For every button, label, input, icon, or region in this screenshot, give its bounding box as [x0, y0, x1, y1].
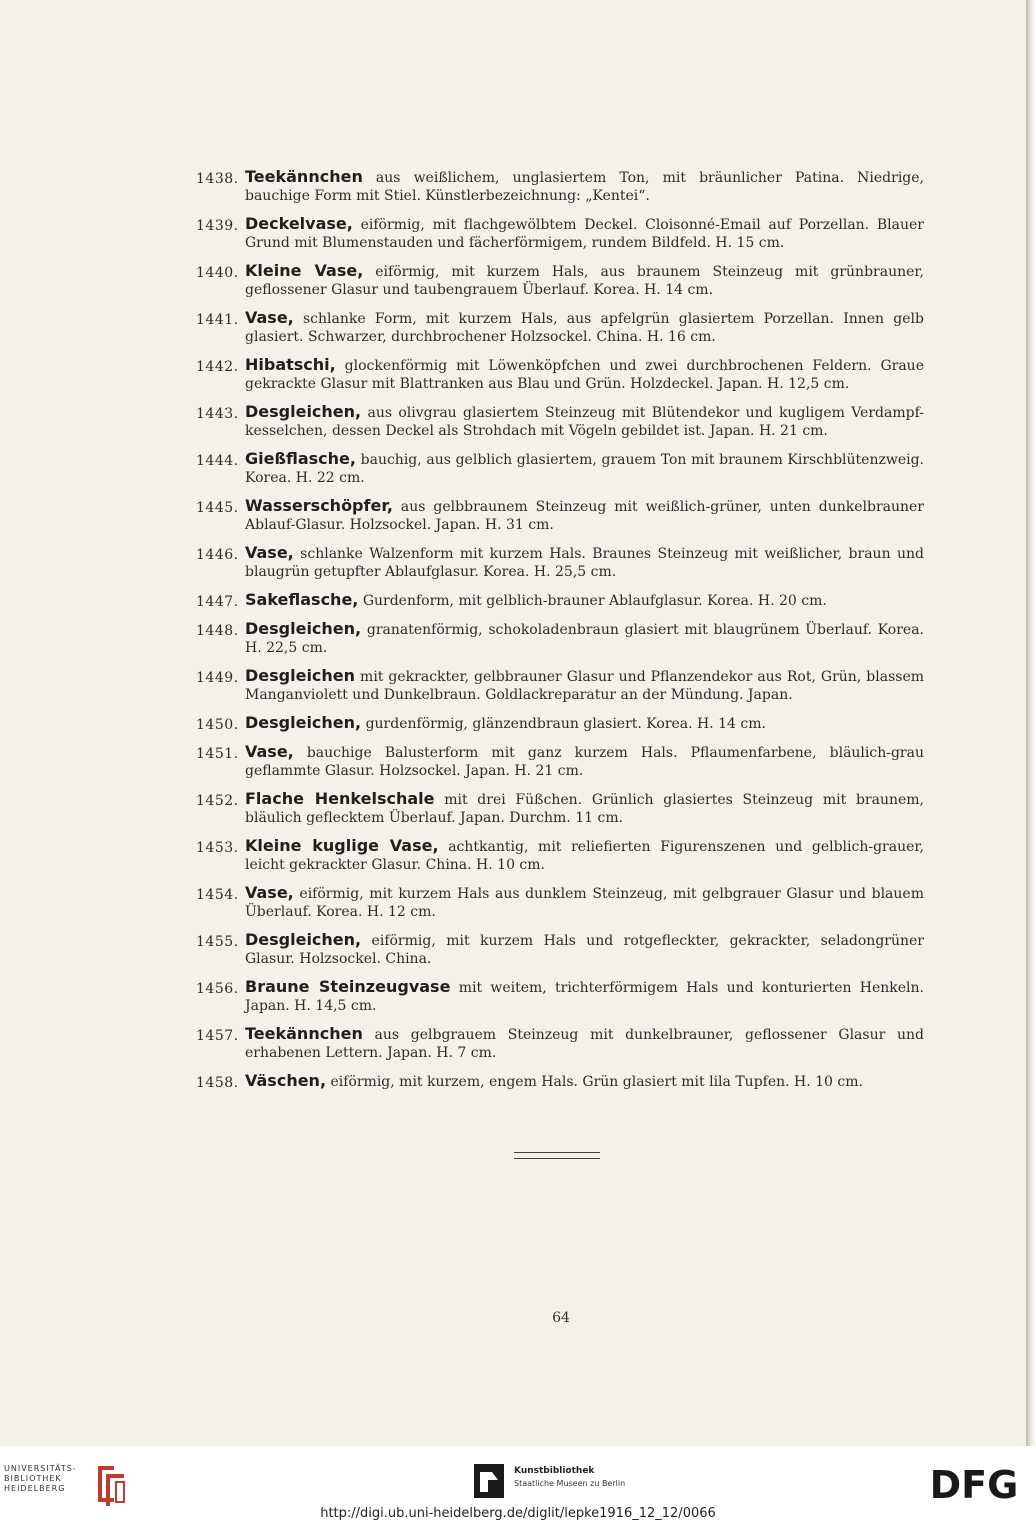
entry-description: granatenförmig, schokoladenbraun glasiert mit blaugrünem Überlauf. Korea. H. 22,5 cm.: [245, 622, 924, 656]
entry-title: Desgleichen: [245, 666, 356, 685]
entry-number: 1444.: [196, 453, 239, 469]
entry-title: Deckelvase,: [245, 214, 353, 233]
kunstbibliothek-mark-icon: [474, 1464, 504, 1498]
entry-title: Desgleichen,: [245, 713, 362, 732]
entry-title: Flache Henkelschale: [245, 789, 435, 808]
entry-title: Desgleichen,: [245, 619, 362, 638]
kunstbibliothek-subtitle: Staatliche Museen zu Berlin: [514, 1479, 626, 1488]
entry-description: eiförmig, mit kurzem Hals aus dunklem Steinzeug, mit gelbgrauer Glasur und blauem Überlauf. Korea. H. 12 cm.: [245, 886, 924, 920]
entry-number: 1448.: [196, 623, 239, 639]
entry-number: 1440.: [196, 265, 239, 281]
entry-description: bauchige Balusterform mit ganz kurzem Hals. Pflaumenfarbene, bläulich-grau geflammte Glasur. Holzsockel. Japan. H. 21 cm.: [245, 745, 924, 779]
entry-title: Desgleichen,: [245, 402, 362, 421]
entry-number: 1441.: [196, 312, 239, 328]
entry-description: eiförmig, mit flachgewölbtem Deckel. Cloisonné-Email auf Porzellan. Blauer Grund mit Blumenstauden und fächerförmigem, rundem Bildfeld. H. 15 cm.: [245, 217, 924, 251]
entry-title: Teekännchen: [245, 1024, 363, 1043]
entry-description: aus gelbgrauem Steinzeug mit dunkelbrauner, geflossener Glasur und erhabenen Lettern. Japan. H. 7 cm.: [245, 1027, 924, 1061]
catalog-entry: [196, 714, 924, 733]
entry-description: eiförmig, mit kurzem Hals und rotgefleckter, gekrackter, seladongrüner Glasur. Holzsockel. China.: [245, 933, 924, 967]
entry-number: 1442.: [196, 359, 239, 375]
entry-title: Sakeflasche,: [245, 590, 359, 609]
entry-number: 1458.: [196, 1075, 239, 1091]
entry-number: 1439.: [196, 218, 239, 234]
entry-number: 1452.: [196, 793, 239, 809]
ub-logo-line: HEIDELBERG: [4, 1484, 66, 1493]
entry-title: Vase,: [245, 883, 294, 902]
catalog-entry: [196, 884, 924, 921]
entry-title: Braune Steinzeugvase: [245, 977, 451, 996]
entry-description: aus gelbbraunem Steinzeug mit weißlich-grüner, unten dunkelbrauner Ablauf-Glasur. Holzsockel. Japan. H. 31 cm.: [245, 499, 924, 533]
catalog-entry: [196, 403, 924, 440]
ub-logo-line: UNIVERSITÄTS-: [4, 1464, 77, 1473]
entry-number: 1455.: [196, 934, 239, 950]
catalog-entry: [196, 837, 924, 874]
entry-title: Teekännchen: [245, 167, 363, 186]
entry-number: 1453.: [196, 840, 239, 856]
ub-logo-line: BIBLIOTHEK: [4, 1474, 62, 1483]
dfg-logo-text: DFG: [929, 1464, 1019, 1504]
entry-title: Vase,: [245, 308, 294, 327]
entry-description: schlanke Form, mit kurzem Hals, aus apfelgrün glasiertem Porzellan. Innen gelb glasiert. Schwarzer, durchbrochener Holzsockel. China. H. 16 cm.: [245, 311, 924, 345]
entry-description: gurdenförmig, glänzendbraun glasiert. Korea. H. 14 cm.: [361, 716, 766, 732]
entry-title: Vase,: [245, 543, 294, 562]
entry-number: 1446.: [196, 547, 239, 563]
footer-bar: [0, 1446, 1036, 1524]
catalog-entry: [196, 931, 924, 968]
catalog-entry: [196, 262, 924, 299]
entry-description: eiförmig, mit kurzem, engem Hals. Grün glasiert mit lila Tupfen. H. 10 cm.: [326, 1074, 863, 1090]
entry-number: 1456.: [196, 981, 239, 997]
entry-description: aus weißlichem, unglasiertem Ton, mit bräunlicher Patina. Niedrige, bauchige Form mit Stiel. Künstlerbezeichnung: „Kentei“.: [245, 170, 924, 204]
catalog-entry: [196, 978, 924, 1015]
catalog-entry: [196, 544, 924, 581]
ub-mark-icon: [94, 1462, 128, 1506]
page-edge-shadow: [1026, 0, 1036, 1446]
catalog-entry: [196, 309, 924, 346]
catalog-entry: [196, 790, 924, 827]
catalog-entries: [196, 168, 924, 1101]
entry-description: Gurdenform, mit gelblich-brauner Ablaufglasur. Korea. H. 20 cm.: [358, 593, 827, 609]
entry-title: Gießflasche,: [245, 449, 356, 468]
entry-title: Hibatschi,: [245, 355, 336, 374]
entry-number: 1445.: [196, 500, 239, 516]
entry-number: 1443.: [196, 406, 239, 422]
catalog-entry: [196, 1072, 924, 1091]
entry-description: mit drei Füßchen. Grünlich glasiertes Steinzeug mit braunem, bläulich geflecktem Überlauf. Japan. Durchm. 11 cm.: [245, 792, 924, 826]
entry-description: mit gekrackter, gelbbrauner Glasur und Pflanzendekor aus Rot, Grün, blassem Manganviolett und Dunkelbraun. Goldlackreparatur an der Mündung. Japan.: [245, 669, 924, 703]
dfg-logo[interactable]: [922, 1464, 1026, 1504]
entry-title: Kleine kuglige Vase,: [245, 836, 439, 855]
entry-title: Wasserschöpfer,: [245, 496, 393, 515]
catalog-entry: [196, 497, 924, 534]
entry-number: 1454.: [196, 887, 239, 903]
catalog-entry: [196, 1025, 924, 1062]
entry-title: Väschen,: [245, 1071, 327, 1090]
catalog-entry: [196, 168, 924, 205]
entry-description: glockenförmig mit Löwenköpfchen und zwei durchbrochenen Feldern. Graue gekrackte Glasur mit Blattranken aus Blau und Grün. Holzdeckel. Japan. H. 12,5 cm.: [245, 358, 924, 392]
catalog-entry: [196, 743, 924, 780]
catalog-entry: [196, 356, 924, 393]
entry-description: achtkantig, mit reliefierten Figurenszenen und gelblich-grauer, leicht gekrackter Glasur. China. H. 10 cm.: [245, 839, 924, 873]
catalog-entry: [196, 620, 924, 657]
entry-number: 1447.: [196, 594, 239, 610]
entry-number: 1457.: [196, 1028, 239, 1044]
entry-number: 1449.: [196, 670, 239, 686]
entry-number: 1438.: [196, 171, 239, 187]
ub-logo-text: [4, 1464, 77, 1494]
entry-title: Vase,: [245, 742, 294, 761]
catalog-entry: [196, 450, 924, 487]
entry-number: 1451.: [196, 746, 239, 762]
page-number: 64: [552, 1310, 570, 1326]
section-divider: [514, 1152, 600, 1159]
permalink-url[interactable]: http://digi.ub.uni-heidelberg.de/diglit/lepke1916_12_12/0066: [320, 1506, 716, 1521]
catalog-entry: [196, 667, 924, 704]
kunstbibliothek-logo[interactable]: [474, 1462, 674, 1502]
kunstbibliothek-name: Kunstbibliothek: [514, 1466, 595, 1476]
entry-number: 1450.: [196, 717, 239, 733]
entry-description: schlanke Walzenform mit kurzem Hals. Braunes Steinzeug mit weißlicher, braun und blaugrün getupfter Ablaufglasur. Korea. H. 25,5 cm.: [245, 546, 924, 580]
entry-title: Kleine Vase,: [245, 261, 364, 280]
catalog-entry: [196, 591, 924, 610]
entry-description: aus olivgrau glasiertem Steinzeug mit Blütendekor und kugligem Verdampf-kesselchen, dessen Deckel als Strohdach mit Vögeln gebildet ist. Japan. H. 21 cm.: [245, 405, 924, 439]
catalog-entry: [196, 215, 924, 252]
entry-description: mit weitem, trichterförmigem Hals und konturierten Henkeln. Japan. H. 14,5 cm.: [245, 980, 924, 1014]
entry-title: Desgleichen,: [245, 930, 362, 949]
entry-description: eiförmig, mit kurzem Hals, aus braunem Steinzeug mit grünbrauner, geflossener Glasur und taubengrauem Überlauf. Korea. H. 14 cm.: [245, 264, 924, 298]
entry-description: bauchig, aus gelblich glasiertem, grauem Ton mit braunem Kirschblütenzweig. Korea. H. 22 cm.: [245, 452, 924, 486]
university-library-logo[interactable]: [4, 1464, 134, 1508]
